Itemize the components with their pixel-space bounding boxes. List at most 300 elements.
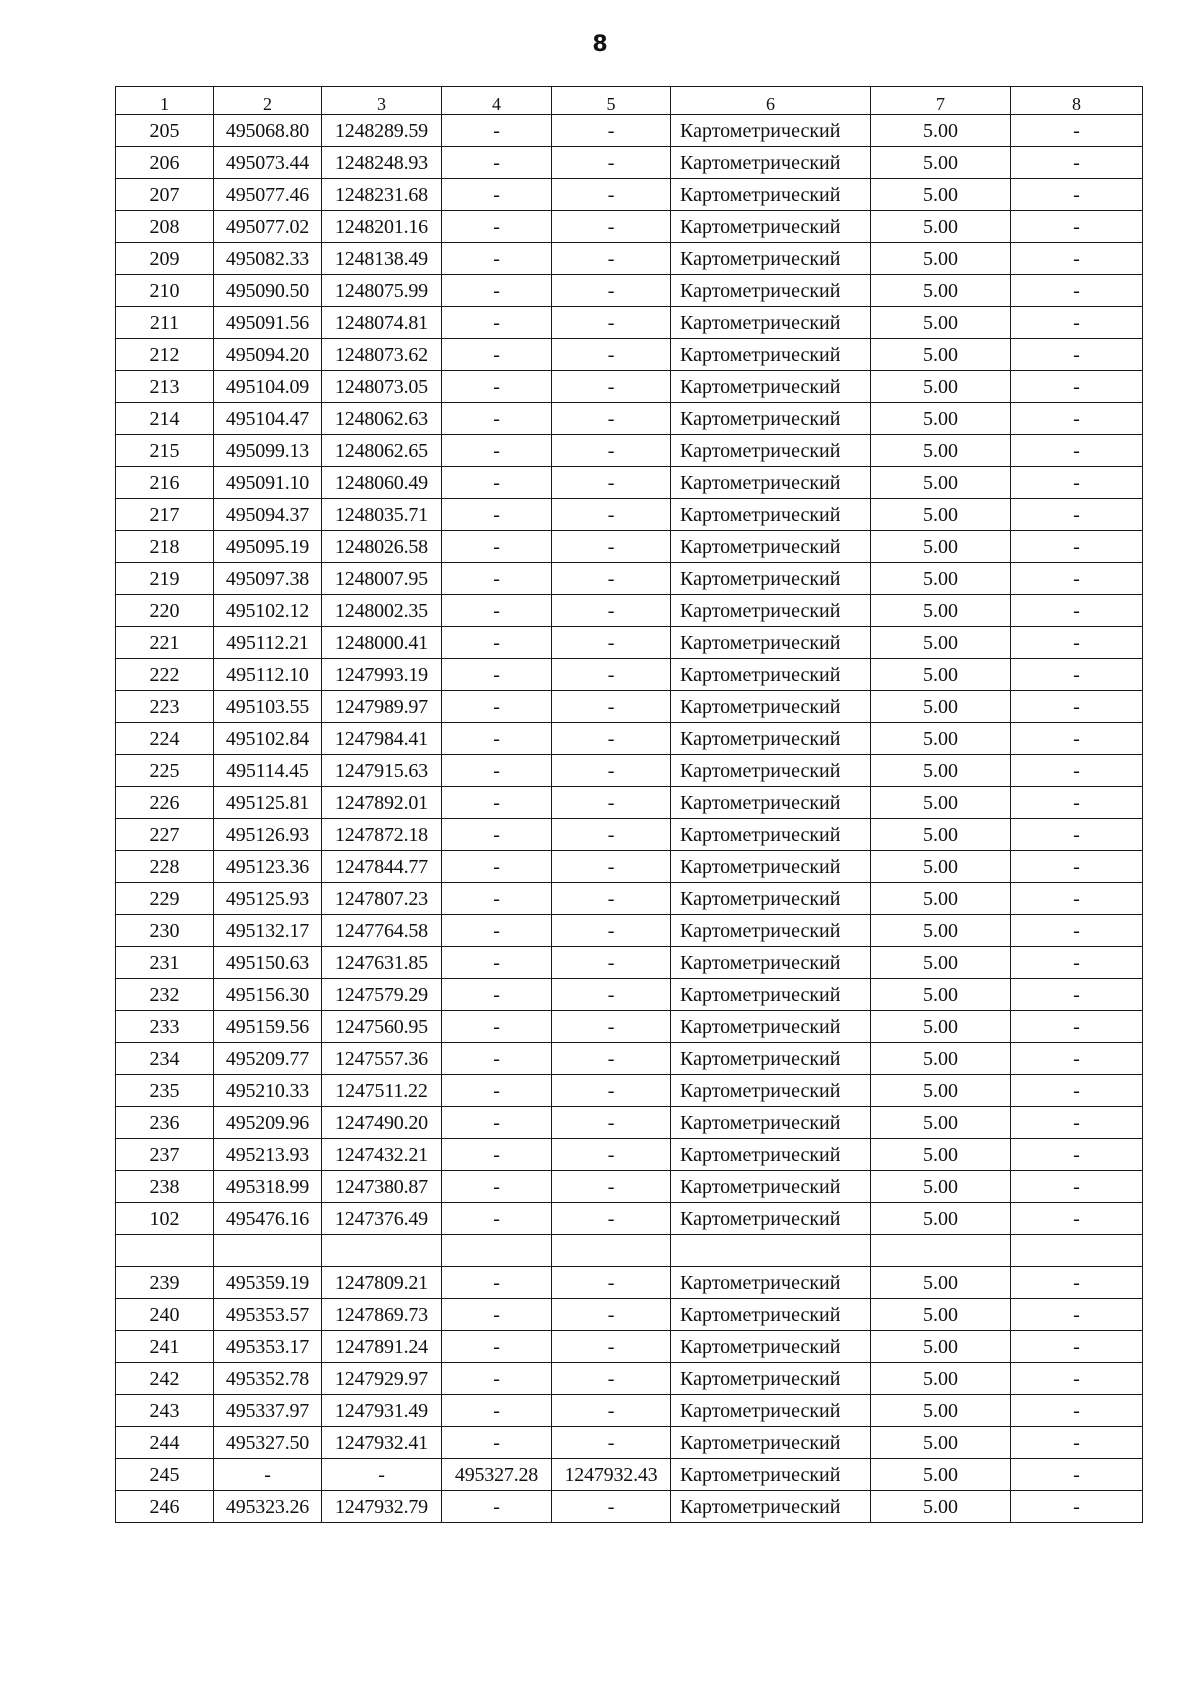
point-number-cell: 102 bbox=[116, 1203, 214, 1235]
y-coordinate-cell: 1247557.36 bbox=[322, 1043, 442, 1075]
y-alt-coordinate-cell: - bbox=[552, 723, 671, 755]
method-cell: Картометрический bbox=[671, 1299, 871, 1331]
point-number-cell: 239 bbox=[116, 1267, 214, 1299]
y-alt-coordinate-cell: - bbox=[552, 819, 671, 851]
point-number-cell: 215 bbox=[116, 435, 214, 467]
method-cell: Картометрический bbox=[671, 851, 871, 883]
accuracy-cell: 5.00 bbox=[871, 243, 1011, 275]
point-number-cell: 244 bbox=[116, 1427, 214, 1459]
point-number-cell: 209 bbox=[116, 243, 214, 275]
x-alt-coordinate-cell: - bbox=[442, 1139, 552, 1171]
method-cell: Картометрический bbox=[671, 723, 871, 755]
method-cell: Картометрический bbox=[671, 1203, 871, 1235]
x-coordinate-cell: 495114.45 bbox=[214, 755, 322, 787]
point-number-cell: 228 bbox=[116, 851, 214, 883]
y-alt-coordinate-cell: - bbox=[552, 403, 671, 435]
y-alt-coordinate-cell: - bbox=[552, 1075, 671, 1107]
table-row bbox=[116, 115, 1143, 147]
point-number-cell: 205 bbox=[116, 115, 214, 147]
note-cell: - bbox=[1011, 595, 1143, 627]
accuracy-cell: 5.00 bbox=[871, 275, 1011, 307]
y-coordinate-cell: - bbox=[322, 1459, 442, 1491]
y-coordinate-cell: 1247915.63 bbox=[322, 755, 442, 787]
accuracy-cell: 5.00 bbox=[871, 307, 1011, 339]
table-row bbox=[116, 1427, 1143, 1459]
note-cell: - bbox=[1011, 243, 1143, 275]
x-coordinate-cell: 495073.44 bbox=[214, 147, 322, 179]
accuracy-cell: 5.00 bbox=[871, 1363, 1011, 1395]
y-coordinate-cell: 1248060.49 bbox=[322, 467, 442, 499]
method-cell: Картометрический bbox=[671, 531, 871, 563]
x-coordinate-cell: 495068.80 bbox=[214, 115, 322, 147]
y-alt-coordinate-cell: 1247932.43 bbox=[552, 1459, 671, 1491]
y-alt-coordinate-cell: - bbox=[552, 979, 671, 1011]
table-row bbox=[116, 339, 1143, 371]
accuracy-cell: 5.00 bbox=[871, 723, 1011, 755]
table-row bbox=[116, 1011, 1143, 1043]
page-number: 8 bbox=[592, 32, 608, 57]
point-number-cell: 218 bbox=[116, 531, 214, 563]
accuracy-cell: 5.00 bbox=[871, 755, 1011, 787]
y-coordinate-cell: 1247579.29 bbox=[322, 979, 442, 1011]
point-number-cell: 241 bbox=[116, 1331, 214, 1363]
table-row bbox=[116, 883, 1143, 915]
point-number-cell: 246 bbox=[116, 1491, 214, 1523]
point-number-cell: 238 bbox=[116, 1171, 214, 1203]
y-alt-coordinate-cell: - bbox=[552, 371, 671, 403]
x-coordinate-cell: 495327.50 bbox=[214, 1427, 322, 1459]
method-cell: Картометрический bbox=[671, 979, 871, 1011]
x-coordinate-cell: 495077.02 bbox=[214, 211, 322, 243]
method-cell: Картометрический bbox=[671, 435, 871, 467]
x-coordinate-cell: 495125.93 bbox=[214, 883, 322, 915]
accuracy-cell: 5.00 bbox=[871, 1395, 1011, 1427]
method-cell: Картометрический bbox=[671, 819, 871, 851]
y-coordinate-cell: 1248289.59 bbox=[322, 115, 442, 147]
note-cell: - bbox=[1011, 1299, 1143, 1331]
x-coordinate-cell: 495091.56 bbox=[214, 307, 322, 339]
accuracy-cell: 5.00 bbox=[871, 1267, 1011, 1299]
table-row bbox=[116, 1331, 1143, 1363]
x-alt-coordinate-cell: - bbox=[442, 1203, 552, 1235]
note-cell: - bbox=[1011, 755, 1143, 787]
point-number-cell: 222 bbox=[116, 659, 214, 691]
method-cell: Картометрический bbox=[671, 1459, 871, 1491]
table-row bbox=[116, 659, 1143, 691]
method-cell: Картометрический bbox=[671, 339, 871, 371]
x-alt-coordinate-cell: - bbox=[442, 243, 552, 275]
point-number-cell: 234 bbox=[116, 1043, 214, 1075]
note-cell: - bbox=[1011, 563, 1143, 595]
x-alt-coordinate-cell: - bbox=[442, 851, 552, 883]
table-row bbox=[116, 1459, 1143, 1491]
y-coordinate-cell: 1248026.58 bbox=[322, 531, 442, 563]
method-cell: Картометрический bbox=[671, 915, 871, 947]
y-alt-coordinate-cell: - bbox=[552, 435, 671, 467]
note-cell: - bbox=[1011, 1107, 1143, 1139]
x-coordinate-cell: 495097.38 bbox=[214, 563, 322, 595]
method-cell: Картометрический bbox=[671, 1267, 871, 1299]
table-row bbox=[116, 1139, 1143, 1171]
accuracy-cell: 5.00 bbox=[871, 499, 1011, 531]
x-coordinate-cell: 495091.10 bbox=[214, 467, 322, 499]
note-cell: - bbox=[1011, 467, 1143, 499]
y-alt-coordinate-cell bbox=[552, 1235, 671, 1267]
y-alt-coordinate-cell: - bbox=[552, 1331, 671, 1363]
x-coordinate-cell: 495095.19 bbox=[214, 531, 322, 563]
point-number-cell: 245 bbox=[116, 1459, 214, 1491]
x-coordinate-cell: 495337.97 bbox=[214, 1395, 322, 1427]
x-coordinate-cell: 495104.09 bbox=[214, 371, 322, 403]
point-number-cell: 242 bbox=[116, 1363, 214, 1395]
point-number-cell: 236 bbox=[116, 1107, 214, 1139]
table-row bbox=[116, 243, 1143, 275]
y-alt-coordinate-cell: - bbox=[552, 147, 671, 179]
y-alt-coordinate-cell: - bbox=[552, 499, 671, 531]
table-row bbox=[116, 403, 1143, 435]
method-cell: Картометрический bbox=[671, 1075, 871, 1107]
x-coordinate-cell: 495112.10 bbox=[214, 659, 322, 691]
method-cell: Картометрический bbox=[671, 755, 871, 787]
method-cell: Картометрический bbox=[671, 883, 871, 915]
note-cell: - bbox=[1011, 307, 1143, 339]
table-row bbox=[116, 307, 1143, 339]
method-cell bbox=[671, 1235, 871, 1267]
accuracy-cell: 5.00 bbox=[871, 467, 1011, 499]
x-coordinate-cell: 495150.63 bbox=[214, 947, 322, 979]
point-number-cell: 237 bbox=[116, 1139, 214, 1171]
note-cell: - bbox=[1011, 1075, 1143, 1107]
x-coordinate-cell: 495323.26 bbox=[214, 1491, 322, 1523]
coordinates-table bbox=[115, 86, 1143, 1523]
note-cell: - bbox=[1011, 1267, 1143, 1299]
y-alt-coordinate-cell: - bbox=[552, 1107, 671, 1139]
y-alt-coordinate-cell: - bbox=[552, 1491, 671, 1523]
point-number-cell: 206 bbox=[116, 147, 214, 179]
y-alt-coordinate-cell: - bbox=[552, 851, 671, 883]
x-alt-coordinate-cell: - bbox=[442, 595, 552, 627]
point-number-cell: 208 bbox=[116, 211, 214, 243]
accuracy-cell: 5.00 bbox=[871, 1427, 1011, 1459]
accuracy-cell: 5.00 bbox=[871, 883, 1011, 915]
y-coordinate-cell: 1248007.95 bbox=[322, 563, 442, 595]
note-cell: - bbox=[1011, 1427, 1143, 1459]
x-alt-coordinate-cell: - bbox=[442, 211, 552, 243]
note-cell: - bbox=[1011, 435, 1143, 467]
note-cell: - bbox=[1011, 979, 1143, 1011]
method-cell: Картометрический bbox=[671, 1171, 871, 1203]
table-row bbox=[116, 851, 1143, 883]
method-cell: Картометрический bbox=[671, 179, 871, 211]
method-cell: Картометрический bbox=[671, 659, 871, 691]
x-coordinate-cell: 495353.17 bbox=[214, 1331, 322, 1363]
accuracy-cell: 5.00 bbox=[871, 1107, 1011, 1139]
x-alt-coordinate-cell: - bbox=[442, 1171, 552, 1203]
y-coordinate-cell: 1247984.41 bbox=[322, 723, 442, 755]
accuracy-cell: 5.00 bbox=[871, 1171, 1011, 1203]
accuracy-cell bbox=[871, 1235, 1011, 1267]
point-number-cell bbox=[116, 1235, 214, 1267]
note-cell: - bbox=[1011, 1171, 1143, 1203]
table-row bbox=[116, 627, 1143, 659]
note-cell: - bbox=[1011, 691, 1143, 723]
column-header-7: 7 bbox=[871, 87, 1011, 115]
x-coordinate-cell: 495359.19 bbox=[214, 1267, 322, 1299]
table-row bbox=[116, 1395, 1143, 1427]
accuracy-cell: 5.00 bbox=[871, 979, 1011, 1011]
y-alt-coordinate-cell: - bbox=[552, 883, 671, 915]
x-alt-coordinate-cell: - bbox=[442, 627, 552, 659]
table-row bbox=[116, 1363, 1143, 1395]
table-body bbox=[116, 87, 1143, 1523]
x-coordinate-cell: 495102.12 bbox=[214, 595, 322, 627]
x-alt-coordinate-cell: - bbox=[442, 1011, 552, 1043]
y-coordinate-cell: 1247993.19 bbox=[322, 659, 442, 691]
y-coordinate-cell: 1248231.68 bbox=[322, 179, 442, 211]
table-row bbox=[116, 563, 1143, 595]
x-coordinate-cell: 495123.36 bbox=[214, 851, 322, 883]
table-row bbox=[116, 467, 1143, 499]
y-coordinate-cell: 1247872.18 bbox=[322, 819, 442, 851]
y-alt-coordinate-cell: - bbox=[552, 211, 671, 243]
point-number-cell: 230 bbox=[116, 915, 214, 947]
y-coordinate-cell: 1247932.79 bbox=[322, 1491, 442, 1523]
point-number-cell: 229 bbox=[116, 883, 214, 915]
accuracy-cell: 5.00 bbox=[871, 1299, 1011, 1331]
y-coordinate-cell: 1247490.20 bbox=[322, 1107, 442, 1139]
y-coordinate-cell: 1248000.41 bbox=[322, 627, 442, 659]
x-coordinate-cell: 495352.78 bbox=[214, 1363, 322, 1395]
y-coordinate-cell: 1247891.24 bbox=[322, 1331, 442, 1363]
accuracy-cell: 5.00 bbox=[871, 691, 1011, 723]
note-cell: - bbox=[1011, 1459, 1143, 1491]
x-alt-coordinate-cell: - bbox=[442, 1267, 552, 1299]
x-coordinate-cell: 495156.30 bbox=[214, 979, 322, 1011]
point-number-cell: 213 bbox=[116, 371, 214, 403]
note-cell: - bbox=[1011, 883, 1143, 915]
accuracy-cell: 5.00 bbox=[871, 179, 1011, 211]
y-coordinate-cell: 1247989.97 bbox=[322, 691, 442, 723]
method-cell: Картометрический bbox=[671, 1011, 871, 1043]
note-cell: - bbox=[1011, 1011, 1143, 1043]
method-cell: Картометрический bbox=[671, 1107, 871, 1139]
method-cell: Картометрический bbox=[671, 275, 871, 307]
y-alt-coordinate-cell: - bbox=[552, 563, 671, 595]
y-coordinate-cell: 1248074.81 bbox=[322, 307, 442, 339]
y-alt-coordinate-cell: - bbox=[552, 755, 671, 787]
y-coordinate-cell: 1247432.21 bbox=[322, 1139, 442, 1171]
accuracy-cell: 5.00 bbox=[871, 563, 1011, 595]
table-row bbox=[116, 435, 1143, 467]
method-cell: Картометрический bbox=[671, 1491, 871, 1523]
accuracy-cell: 5.00 bbox=[871, 819, 1011, 851]
note-cell: - bbox=[1011, 275, 1143, 307]
method-cell: Картометрический bbox=[671, 467, 871, 499]
method-cell: Картометрический bbox=[671, 403, 871, 435]
y-coordinate-cell: 1248138.49 bbox=[322, 243, 442, 275]
y-alt-coordinate-cell: - bbox=[552, 1299, 671, 1331]
x-coordinate-cell: 495353.57 bbox=[214, 1299, 322, 1331]
method-cell: Картометрический bbox=[671, 499, 871, 531]
note-cell: - bbox=[1011, 947, 1143, 979]
x-alt-coordinate-cell: - bbox=[442, 787, 552, 819]
point-number-cell: 233 bbox=[116, 1011, 214, 1043]
x-alt-coordinate-cell: - bbox=[442, 435, 552, 467]
note-cell: - bbox=[1011, 179, 1143, 211]
accuracy-cell: 5.00 bbox=[871, 147, 1011, 179]
x-coordinate-cell: 495126.93 bbox=[214, 819, 322, 851]
note-cell bbox=[1011, 1235, 1143, 1267]
x-coordinate-cell: 495125.81 bbox=[214, 787, 322, 819]
y-alt-coordinate-cell: - bbox=[552, 307, 671, 339]
table-row bbox=[116, 1299, 1143, 1331]
method-cell: Картометрический bbox=[671, 1139, 871, 1171]
x-coordinate-cell: 495099.13 bbox=[214, 435, 322, 467]
note-cell: - bbox=[1011, 1363, 1143, 1395]
accuracy-cell: 5.00 bbox=[871, 627, 1011, 659]
x-alt-coordinate-cell: - bbox=[442, 1427, 552, 1459]
column-header-3: 3 bbox=[322, 87, 442, 115]
y-alt-coordinate-cell: - bbox=[552, 1267, 671, 1299]
x-alt-coordinate-cell: - bbox=[442, 691, 552, 723]
y-coordinate-cell: 1247931.49 bbox=[322, 1395, 442, 1427]
x-alt-coordinate-cell: - bbox=[442, 1299, 552, 1331]
column-header-8: 8 bbox=[1011, 87, 1143, 115]
table-row bbox=[116, 179, 1143, 211]
method-cell: Картометрический bbox=[671, 1427, 871, 1459]
x-coordinate-cell: 495090.50 bbox=[214, 275, 322, 307]
x-coordinate-cell: 495077.46 bbox=[214, 179, 322, 211]
y-coordinate-cell: 1247929.97 bbox=[322, 1363, 442, 1395]
point-number-cell: 207 bbox=[116, 179, 214, 211]
method-cell: Картометрический bbox=[671, 115, 871, 147]
table-row bbox=[116, 723, 1143, 755]
method-cell: Картометрический bbox=[671, 1363, 871, 1395]
column-header-2: 2 bbox=[214, 87, 322, 115]
x-coordinate-cell: 495094.20 bbox=[214, 339, 322, 371]
x-alt-coordinate-cell: - bbox=[442, 563, 552, 595]
note-cell: - bbox=[1011, 531, 1143, 563]
x-alt-coordinate-cell: - bbox=[442, 1107, 552, 1139]
y-coordinate-cell: 1248073.05 bbox=[322, 371, 442, 403]
x-alt-coordinate-cell: - bbox=[442, 1043, 552, 1075]
y-alt-coordinate-cell: - bbox=[552, 1203, 671, 1235]
table-row bbox=[116, 1267, 1143, 1299]
y-alt-coordinate-cell: - bbox=[552, 915, 671, 947]
accuracy-cell: 5.00 bbox=[871, 851, 1011, 883]
accuracy-cell: 5.00 bbox=[871, 1043, 1011, 1075]
method-cell: Картометрический bbox=[671, 787, 871, 819]
y-coordinate-cell: 1247560.95 bbox=[322, 1011, 442, 1043]
x-coordinate-cell: 495082.33 bbox=[214, 243, 322, 275]
table-row bbox=[116, 755, 1143, 787]
table-row bbox=[116, 211, 1143, 243]
table-header-row bbox=[116, 87, 1143, 115]
x-alt-coordinate-cell: - bbox=[442, 275, 552, 307]
y-alt-coordinate-cell: - bbox=[552, 179, 671, 211]
point-number-cell: 212 bbox=[116, 339, 214, 371]
x-coordinate-cell: 495103.55 bbox=[214, 691, 322, 723]
y-coordinate-cell: 1248002.35 bbox=[322, 595, 442, 627]
table-row bbox=[116, 147, 1143, 179]
y-coordinate-cell: 1247511.22 bbox=[322, 1075, 442, 1107]
y-alt-coordinate-cell: - bbox=[552, 659, 671, 691]
x-coordinate-cell: 495132.17 bbox=[214, 915, 322, 947]
accuracy-cell: 5.00 bbox=[871, 435, 1011, 467]
point-number-cell: 243 bbox=[116, 1395, 214, 1427]
x-alt-coordinate-cell: - bbox=[442, 659, 552, 691]
y-alt-coordinate-cell: - bbox=[552, 1139, 671, 1171]
y-alt-coordinate-cell: - bbox=[552, 275, 671, 307]
x-alt-coordinate-cell: - bbox=[442, 1395, 552, 1427]
point-number-cell: 210 bbox=[116, 275, 214, 307]
accuracy-cell: 5.00 bbox=[871, 371, 1011, 403]
method-cell: Картометрический bbox=[671, 1331, 871, 1363]
x-alt-coordinate-cell: - bbox=[442, 947, 552, 979]
accuracy-cell: 5.00 bbox=[871, 403, 1011, 435]
x-coordinate-cell: 495210.33 bbox=[214, 1075, 322, 1107]
x-coordinate-cell: 495209.77 bbox=[214, 1043, 322, 1075]
table-row bbox=[116, 1171, 1143, 1203]
x-alt-coordinate-cell: - bbox=[442, 1331, 552, 1363]
point-number-cell: 227 bbox=[116, 819, 214, 851]
x-alt-coordinate-cell: - bbox=[442, 755, 552, 787]
method-cell: Картометрический bbox=[671, 371, 871, 403]
note-cell: - bbox=[1011, 723, 1143, 755]
y-coordinate-cell: 1248062.65 bbox=[322, 435, 442, 467]
method-cell: Картометрический bbox=[671, 691, 871, 723]
x-alt-coordinate-cell: - bbox=[442, 723, 552, 755]
table-row bbox=[116, 691, 1143, 723]
note-cell: - bbox=[1011, 1139, 1143, 1171]
x-alt-coordinate-cell: - bbox=[442, 371, 552, 403]
note-cell: - bbox=[1011, 403, 1143, 435]
accuracy-cell: 5.00 bbox=[871, 947, 1011, 979]
x-alt-coordinate-cell: - bbox=[442, 1491, 552, 1523]
table-row bbox=[116, 1491, 1143, 1523]
y-alt-coordinate-cell: - bbox=[552, 627, 671, 659]
accuracy-cell: 5.00 bbox=[871, 1203, 1011, 1235]
accuracy-cell: 5.00 bbox=[871, 531, 1011, 563]
accuracy-cell: 5.00 bbox=[871, 595, 1011, 627]
table-row bbox=[116, 819, 1143, 851]
x-coordinate-cell: 495112.21 bbox=[214, 627, 322, 659]
y-coordinate-cell: 1247807.23 bbox=[322, 883, 442, 915]
y-alt-coordinate-cell: - bbox=[552, 1427, 671, 1459]
y-coordinate-cell: 1248035.71 bbox=[322, 499, 442, 531]
table-row bbox=[116, 499, 1143, 531]
note-cell: - bbox=[1011, 851, 1143, 883]
accuracy-cell: 5.00 bbox=[871, 339, 1011, 371]
table-row bbox=[116, 595, 1143, 627]
accuracy-cell: 5.00 bbox=[871, 1139, 1011, 1171]
x-coordinate-cell: 495209.96 bbox=[214, 1107, 322, 1139]
x-alt-coordinate-cell: - bbox=[442, 1363, 552, 1395]
point-number-cell: 226 bbox=[116, 787, 214, 819]
point-number-cell: 221 bbox=[116, 627, 214, 659]
x-coordinate-cell: 495476.16 bbox=[214, 1203, 322, 1235]
point-number-cell: 217 bbox=[116, 499, 214, 531]
x-alt-coordinate-cell: - bbox=[442, 979, 552, 1011]
x-alt-coordinate-cell: - bbox=[442, 915, 552, 947]
y-alt-coordinate-cell: - bbox=[552, 243, 671, 275]
point-number-cell: 216 bbox=[116, 467, 214, 499]
method-cell: Картометрический bbox=[671, 307, 871, 339]
x-coordinate-cell: 495102.84 bbox=[214, 723, 322, 755]
method-cell: Картометрический bbox=[671, 947, 871, 979]
accuracy-cell: 5.00 bbox=[871, 1331, 1011, 1363]
x-coordinate-cell: 495104.47 bbox=[214, 403, 322, 435]
